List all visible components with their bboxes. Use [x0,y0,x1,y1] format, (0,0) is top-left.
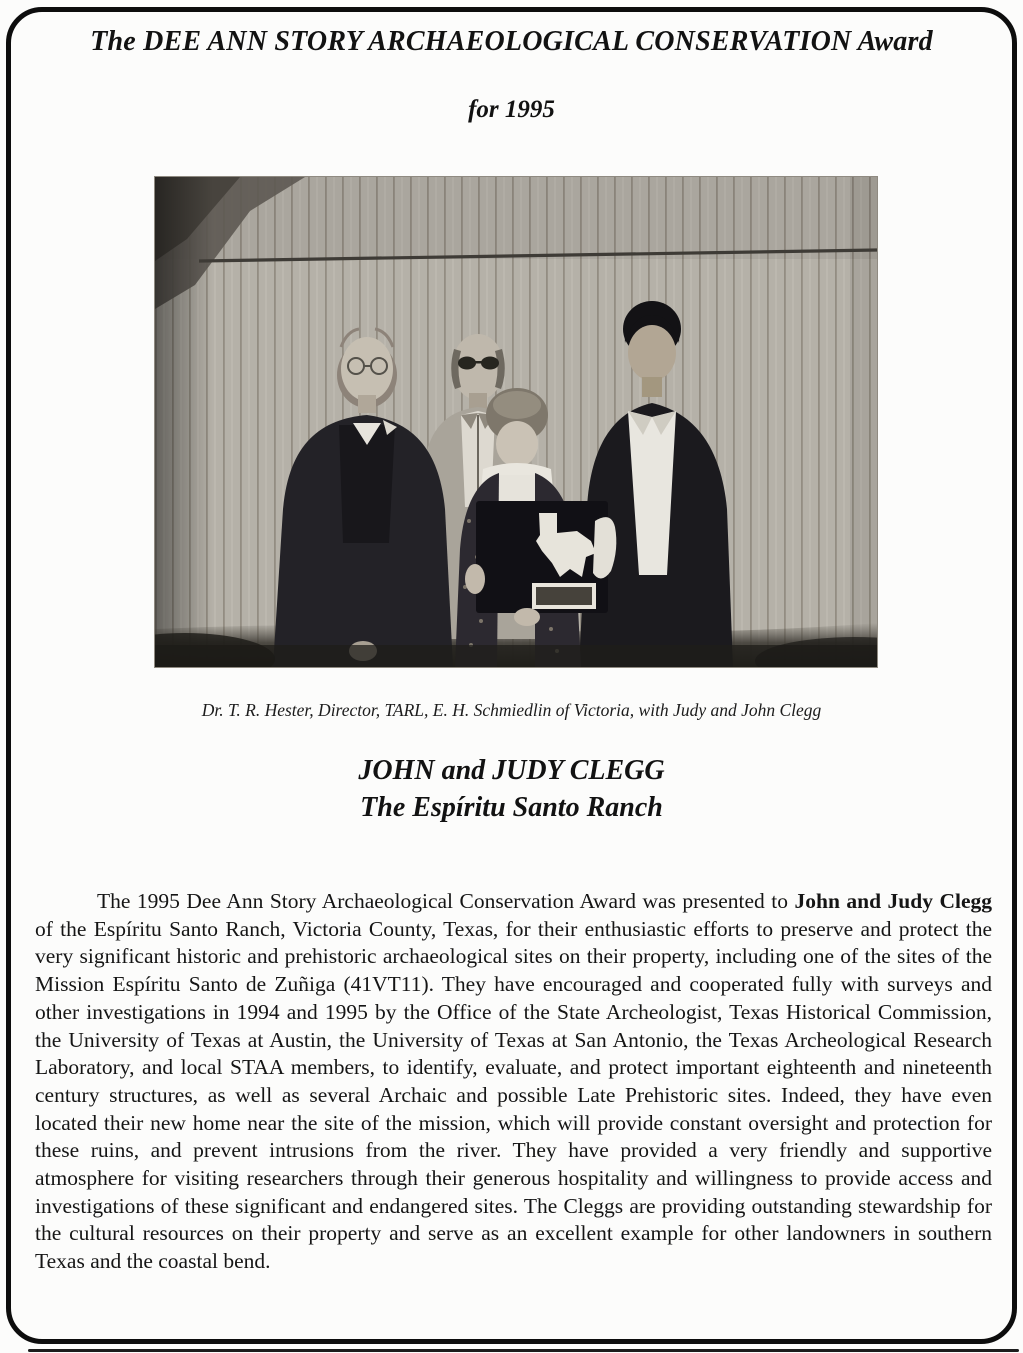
recipient-ranch: The Espíritu Santo Ranch [360,792,663,823]
body-text-part2: of the Espíritu Santo Ranch, Victoria County, Texas, for their enthusiastic efforts to preserve and protect the very significant historic and prehistoric archaeological sites on their property, including one of the sites of the Mission Espíritu Santo de Zuñiga (41VT11). They have encouraged and cooperated fully with surveys and other investigations in 1994 and 1995 by the Office of the State Archeologist, Texas Historical Commission, the University of Texas at Austin, the University of Texas at San Antonio, the Texas Archeological Research Laboratory, and local STAA members, to identify, evaluate, and protect important eighteenth and nineteenth century structures, as well as several Archaic and possible Late Prehistoric sites. Indeed, they have even located their new home near the site of the mission, which will provide constant oversight and protection for these ruins, and prevent intrusions from the river. They have provided a very friendly and supportive atmosphere for visiting researchers through their generous hospitality and willingness to provide access and investigations of these significant and endangered sites. The Cleggs are providing outstanding stewardship for the cultural resources on their property and serve as an excellent example for other landowners in southern Texas and the coastal bend. [35,916,992,1274]
award-title: The DEE ANN STORY ARCHAEOLOGICAL CONSERVATION Award [90,26,933,57]
photo-illustration [155,177,877,667]
award-trophy [476,501,608,613]
body-text-bold: John and Judy Clegg [794,889,992,913]
scan-artifact-line [28,1349,1019,1352]
body-text-part1: The 1995 Dee Ann Story Archaeological Conservation Award was presented to [97,889,795,913]
photo-caption: Dr. T. R. Hester, Director, TARL, E. H. Schmiedlin of Victoria, with Judy and John Clegg [201,700,822,720]
award-year: for 1995 [468,96,555,123]
recipient-names: JOHN and JUDY CLEGG [358,755,665,786]
award-photo [155,177,877,667]
recipient-heading [0,752,1023,826]
body-paragraph [35,888,992,1276]
